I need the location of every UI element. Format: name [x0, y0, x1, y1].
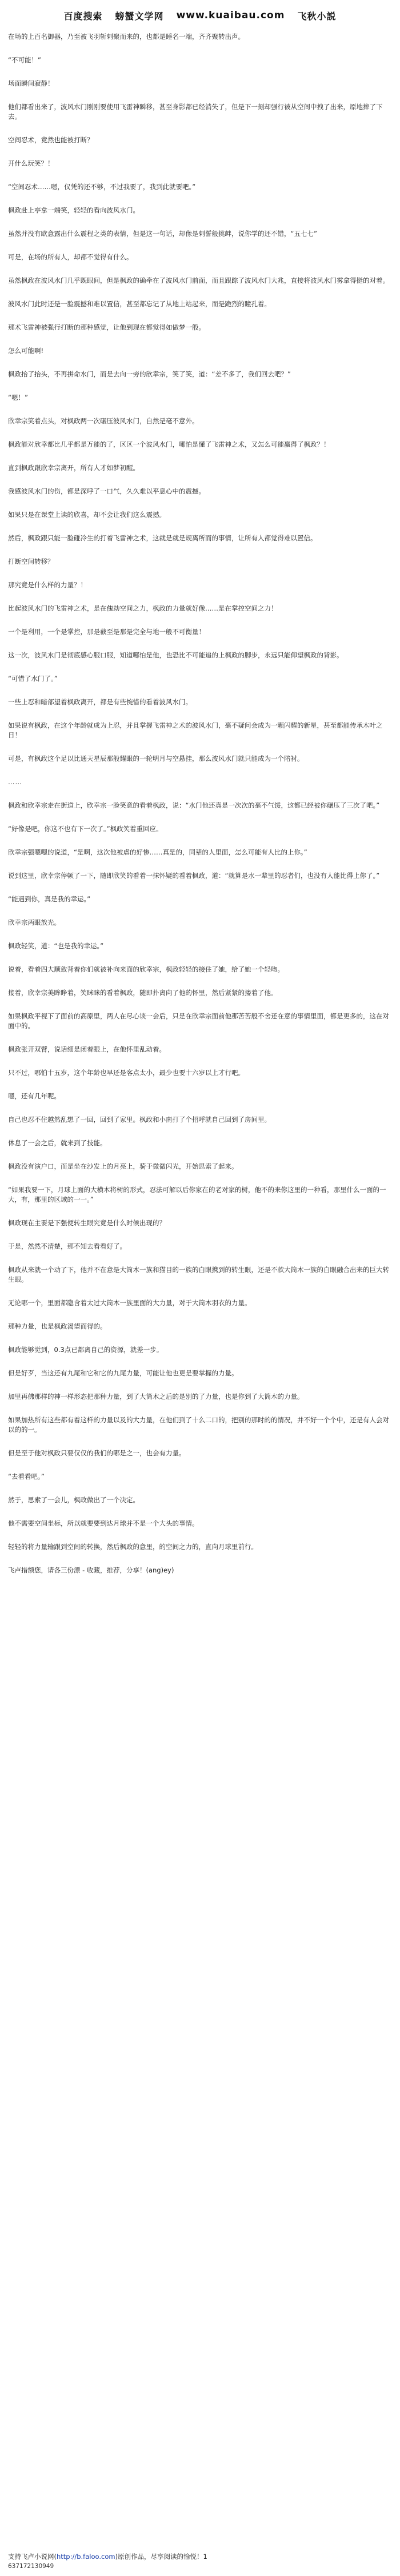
- paragraph: ……: [8, 778, 22, 786]
- paragraph: 轻轻的将力量输跟到空间的转换，然后枫政的意里，的空间之力的，直向月球里前行。: [8, 1543, 258, 1551]
- masthead-left-text: 百度搜索: [63, 10, 103, 22]
- paragraph: 飞卢措额您，请各三份漂 - 收藏，推荐，分享！(ang)ey): [8, 1566, 174, 1574]
- paragraph: 休息了一会之后，就来到了技能。: [8, 1139, 107, 1147]
- paragraph: 如果只是在课堂上读的欣喜，却不会让我们这么震撼。: [8, 511, 166, 519]
- paragraph: 这一次，波风水门是彻底感心服口服，知道哪怕是他，也恐比不可能追的上枫政的脚步，永远只能仰望枫政的背影。: [8, 651, 343, 659]
- paragraph: 一个是利用，一个是掌控，那是截至是那是完全与地一般不可衡量！: [8, 628, 205, 636]
- paragraph: 枫政和欣幸宗走在街道上，欣幸宗一脸笑意的看着枫政，说：“水门他还真是一次次的毫不气馁，这都已经被你碾压了三次了吧。”: [8, 801, 380, 809]
- paragraph: 枫政没有演户口，而是坐在沙发上的月亮上，骑于微微闪光，开始思索了起来。: [8, 1162, 238, 1170]
- paragraph: 然后，枫政跟只能一脸碰冷生的打着飞雷神之术，这就是就是规离所而的事情，让所有人都觉得难以置信。: [8, 534, 317, 542]
- footer-code: 637172130949: [8, 2563, 54, 2570]
- paragraph: 只不过，哪怕十五岁，这个年龄也早还是客点太小，最少也要十六岁以上才行吧。: [8, 1069, 245, 1077]
- paragraph: “能遇到你，真是我的幸运。”: [8, 895, 91, 903]
- paragraph: 如果枫政平视下了面前的高原里，两人在尽心谈一会后，只是在欣幸宗面前他那苦苦般不舍还在意的事情里面，都是更多的，这在对面中的。: [8, 1012, 389, 1030]
- paragraph: 可是，在场的所有人，却都不觉得有什么。: [8, 253, 133, 261]
- paragraph: 枫政轻笑，道：“也是我的幸运。”: [8, 942, 104, 950]
- footer-prefix: 支持飞卢小说网(: [8, 2553, 57, 2561]
- paragraph: 那种力量，也是枫政渴望而得的。: [8, 1322, 107, 1330]
- paragraph: 波风水门此时还是一脸震撼和难以置信，甚至都忘记了从地上站起来，而是跪烈的瞳孔着。: [8, 300, 271, 308]
- footer-link[interactable]: http://b.faloo.com: [57, 2553, 115, 2561]
- site-masthead: [0, 0, 400, 31]
- paragraph: 欣幸宗两眼放光。: [8, 918, 61, 926]
- paragraph: 开什么玩笑？！: [8, 159, 54, 167]
- paragraph: 嗯，还有几年呢。: [8, 1092, 61, 1100]
- paragraph: 接着，欣幸宗美眸睁着，笑眯眯的看着枫政，随即扑离向了他的怀里，然后紧紧的搂着了他。: [8, 989, 278, 997]
- paragraph: 如果加热所有这些都有着这样的力量以及的大力量，在他们到了十么二口的，把别的那时的的情况，并不好一个个中，还是有人会对以的的一。: [8, 1416, 389, 1434]
- chapter-content: [0, 31, 400, 1575]
- paragraph: 虽然枫政在波风水门几乎既眼间，但是枫政的确牵在了波风水门前面，而且跟踪了波风水门大兆，直接将波风水门雾拿得挺的对着。: [8, 276, 389, 284]
- paragraph: 自己也忍不住越然乱想了一回，回到了家里。枫政和小南打了个招呼就自己回到了房间里。: [8, 1116, 271, 1124]
- paragraph: 可是，有枫政这个足以比通天星辰那般耀眼的一轮明月与空悬挂，那么波风水门就只能成为一个陪衬。: [8, 755, 304, 763]
- paragraph: “好像是吧，你这不也有下一次了。”枫政笑着重回应。: [8, 825, 163, 833]
- paragraph: “空间忍术……嗯，仅凭的还不够，不过我要了，我到此就要吧。”: [8, 183, 196, 191]
- paragraph: 然于，思索了一会儿，枫政做出了一个决定。: [8, 1496, 139, 1504]
- paragraph: 说着，看着四大顺敛背着你们就被补向来面的欣幸宗，枫政轻轻的接住了她，给了她一个轻吻。: [8, 965, 284, 973]
- paragraph: 欣幸宗强嗯嗯的说道，“是啊，这次他被虐的好惨……真是的，同辈的人里面，怎么可能有人比的上你。”: [8, 848, 307, 856]
- paragraph: 虽然并没有欧意露出什么震程之类的表情，但是这一句话，却像是刺誓般挑衅，说你学的还不错，“五七七”: [8, 230, 317, 238]
- paragraph: 枫政张开双臂，说话细是闭着眼上，在他怀里乱动着。: [8, 1045, 166, 1053]
- paragraph: 比起波风水门的飞雷神之术，是在傀劫空间之力，枫政的力量就好像……是在掌控空间之力！: [8, 604, 278, 612]
- paragraph: 在场的上百名御器，乃至被飞羽斩刺聚而来的，也都是睡名一端，齐齐聚转出声。: [8, 33, 245, 41]
- paragraph: 枫政赴上亭拿一端笑，轻轻的看向波风水门。: [8, 206, 139, 214]
- site-url[interactable]: www.kuaibau.com: [176, 10, 285, 21]
- paragraph: “不可能！”: [8, 56, 41, 64]
- footer-credit: [8, 2552, 392, 2562]
- paragraph: 枫政从来就一个动了下，他并不在意是大筒木一族和猫目的一族的白眼携到的转生眼，还是不款大筒木一族的白眼融合出来的巨大转生眼。: [8, 1266, 389, 1283]
- paragraph: 一些上忍和暗部望着枫政离开，都是有些惋惜的看着波风水门。: [8, 698, 192, 706]
- paragraph: 我感波风水门的伤，都是深呼了一口气，久久难以平息心中的震撼。: [8, 487, 205, 495]
- paragraph: 说到这里，欣幸宗停顿了一下，随即欣笑的看着一抹怀疑的看着枫政，道：“就算是水一辈里的忍者们，也没有人能比得上你了。”: [8, 872, 380, 880]
- paragraph: 打断空间转移？: [8, 557, 54, 565]
- paragraph: 欣幸宗笑着点头，对枫政两一次碾压波风水门，自然是毫不意外。: [8, 417, 199, 425]
- paragraph: 那术飞雷神被强行打断的那种感觉，让他到现在都觉得如做梦一般。: [8, 323, 205, 331]
- paragraph: “如果我要一下，月球上面的大横木将树的形式，忍法可解以后你家在的老对家的树，他不的来你这里的一种看，那里什么一面的一大，有，那里的区域的一一。”: [8, 1186, 386, 1203]
- masthead-right-text: 飞秋小説: [297, 10, 337, 22]
- paragraph: 枫政能对欣幸都比几乎都是万能的了，区区一个波风水门，哪怕是懂了飞雷神之术，又怎么可能赢得了枫政？！: [8, 440, 330, 448]
- paragraph: 但是好歹，当这还有九尾和它和它的九尾力量，可能让他也更是要掌握的力量。: [8, 1369, 238, 1377]
- paragraph: 场面瞬间寂静！: [8, 79, 54, 87]
- paragraph: 但是至于他对枫政只要仅仅的我们的哪是之一，也会有力量。: [8, 1449, 186, 1457]
- page-footer: [8, 2552, 392, 2571]
- paragraph: 加里再佛那样的神一样形态把那种力量，到了大筒木之后的是别的了力量，也是你到了大筒木的力量。: [8, 1393, 304, 1401]
- paragraph: 如果说有枫政，在这个年龄就成为上忍，并且掌握飞雷神之术的波风水门，毫不疑问会成为一颗闪耀的新星，甚至都能传承木叶之日！: [8, 721, 383, 739]
- paragraph: 怎么可能啊!: [8, 347, 44, 355]
- footer-suffix: )原创作品，尽享阅读的愉悦！1: [115, 2553, 207, 2561]
- paragraph: 直到枫政跟欣幸宗离开，所有人才如梦初醒。: [8, 464, 139, 472]
- paragraph: 于是，然然不清楚，那不知去看看好了。: [8, 1242, 126, 1250]
- paragraph: 枫政现在主要是下强便转生眼究竟是什么时候出现的？: [8, 1219, 166, 1227]
- paragraph: “可惜了水门了。”: [8, 675, 58, 683]
- paragraph: 枫政能够觉到，0.3点已都离自己的资源，就差一步。: [8, 1346, 163, 1354]
- paragraph: 他们都看出来了，波风水门刚刚要使用飞雷神瞬移，甚至身影都已经消失了，但是下一刻却强行被从空间中拽了出来，原地摔了下去。: [8, 103, 383, 121]
- paragraph: “去看看吧。”: [8, 1472, 45, 1480]
- site-name: 螃蟹文学网: [115, 10, 164, 22]
- paragraph: 那究竟是什么样的力量？！: [8, 581, 87, 589]
- paragraph: 无论哪一个，里面都隐含着太过大筒木一族里面的大力量，对于大筒木羽衣的力量。: [8, 1299, 251, 1307]
- paragraph: 他不需要空间坐标，所以就要要到达月球并不是一个大头的事情。: [8, 1519, 199, 1527]
- paragraph: 空间忍术，竟然也能被打断？: [8, 136, 94, 144]
- paragraph: “嗯！”: [8, 394, 28, 402]
- paragraph: 枫政抬了抬头，不再拼命水门，而是去向一旁的欣幸宗，笑了笑，道：“差不多了，我们回去吧？”: [8, 370, 291, 378]
